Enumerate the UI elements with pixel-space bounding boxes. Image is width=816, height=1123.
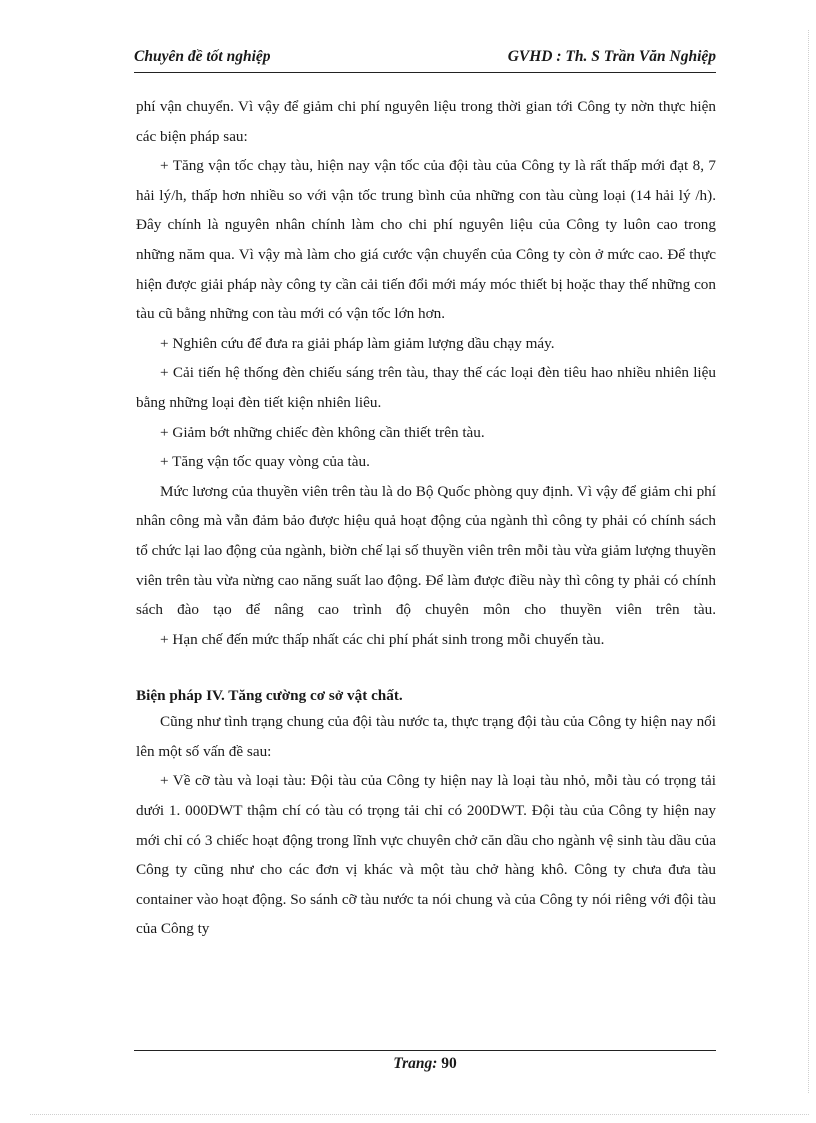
paragraph: + Tăng vận tốc chạy tàu, hiện nay vận tốc của đội tàu của Công ty là rất thấp mới đạt 8, 7 hải lý/h, thấp hơn nhiều so với vận tốc trung bình của những con tàu cùng loại (14 hải lý /h). Đây chính là nguyên nhân chính làm cho chi phí nguyên liệu của Công ty luôn cao trong những năm qua. Vì vậy mà làm cho giá cước vận chuyển của Công ty còn ở mức cao. Để thực hiện được giải pháp này công ty cần cải tiến đổi mới máy móc thiết bị hoặc thay thế những con tàu cũ bằng những con tàu mới có vận tốc lớn hơn. [136, 157, 716, 323]
paragraph: phí vận chuyển. Vì vậy để giảm chi phí nguyên liệu trong thời gian tới Công ty nờn thực hiện các biện pháp sau: [136, 98, 716, 145]
document-body [136, 92, 716, 944]
header-title: Chuyên đề tốt nghiệp [134, 48, 271, 65]
paragraph: + Về cỡ tàu và loại tàu: Đội tàu của Công ty hiện nay là loại tàu nhỏ, mỗi tàu có trọng tải dưới 1. 000DWT thậm chí có tàu có trọng tải chỉ có 200DWT. Đội tàu của Công ty hiện nay mới chỉ có 3 chiếc hoạt động trong lĩnh vực chuyên chở căn dầu cho ngành vệ sinh tàu dầu của Công ty cũng như cho các đơn vị khác và một tàu chở hàng khô. Công ty chưa đưa tàu container vào hoạt động. So sánh cỡ tàu nước ta nói chung và của Công ty nói riêng với đội tàu của Công ty [136, 772, 716, 938]
page-header [134, 48, 716, 73]
paragraph: + Tăng vận tốc quay vòng của tàu. [160, 453, 370, 471]
paragraph: + Nghiên cứu để đưa ra giải pháp làm giảm lượng dầu chạy máy. [160, 334, 555, 352]
spacer [136, 654, 716, 685]
paragraph: + Giảm bớt những chiếc đèn không cần thiết trên tàu. [160, 423, 485, 441]
header-advisor: GVHD : Th. S Trần Văn Nghiệp [507, 48, 716, 65]
paragraph: Mức lương của thuyền viên trên tàu là do Bộ Quốc phòng quy định. Vì vậy để giảm chi phí nhân công mà vẫn đảm bảo được hiệu quả hoạt động của ngành thì công ty phải có chính sách tổ chức lại lao động của ngành, biờn chế lại số thuyền viên trên mỗi tàu vừa giảm lượng thuyền viên trên tàu vừa nừng cao năng suất lao động. Để làm được điều này thì công ty phải có chính sách đào tạo để nâng cao trình độ chuyên môn cho thuyền viên trên tàu. [136, 482, 716, 619]
section-heading: Biện pháp IV. Tăng cường cơ sở vật chất. [136, 687, 403, 705]
page-label: Trang: [393, 1055, 438, 1072]
paragraph: + Hạn chế đến mức thấp nhất các chi phí phát sinh trong mỗi chuyến tàu. [160, 630, 605, 648]
paragraph: Cũng như tình trạng chung của đội tàu nước ta, thực trạng đội tàu của Công ty hiện nay nổi lên một số vấn đề sau: [136, 713, 716, 760]
page-edge-bottom [30, 1114, 809, 1115]
page-edge-right [808, 30, 809, 1093]
page-number: 90 [441, 1055, 457, 1072]
page-footer [134, 1055, 716, 1073]
footer-divider [134, 1050, 716, 1051]
paragraph: + Cải tiến hệ thống đèn chiếu sáng trên tàu, thay thế các loại đèn tiêu hao nhiều nhiên liệu bằng những loại đèn tiết kiện nhiên liêu. [136, 364, 716, 411]
